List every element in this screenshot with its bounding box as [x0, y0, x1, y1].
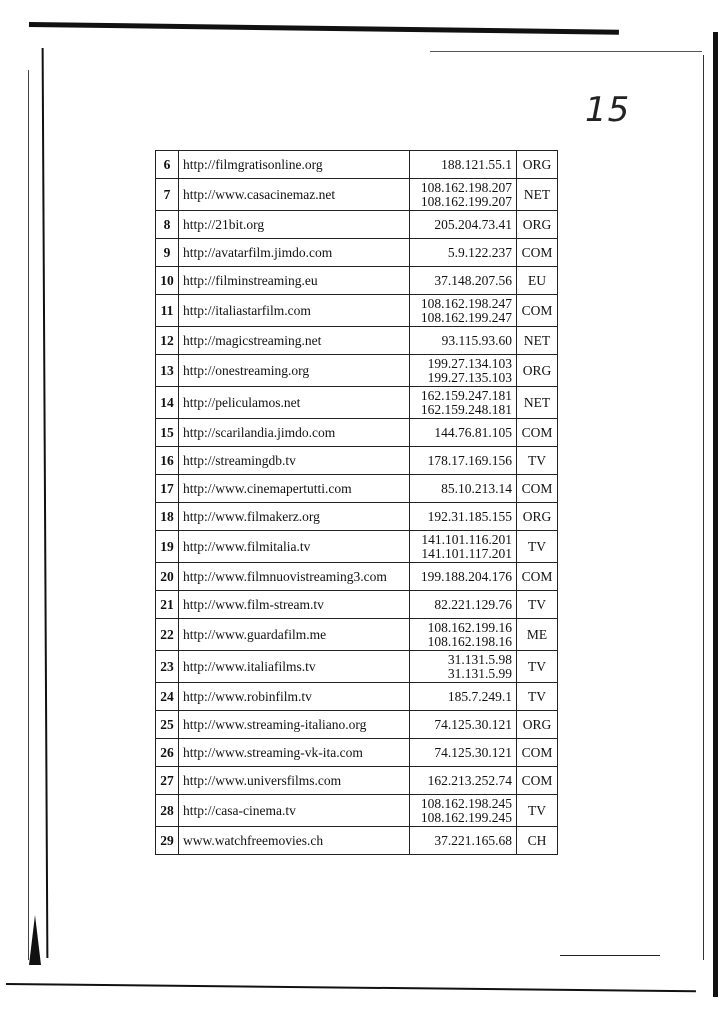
tld: TV	[517, 531, 558, 563]
ip-address: 108.162.199.245	[420, 809, 512, 825]
table-row	[156, 239, 558, 267]
ip-addresses	[410, 239, 517, 267]
tld: COM	[517, 295, 558, 327]
row-number: 12	[156, 327, 179, 355]
ip-address: 74.125.30.121	[434, 716, 512, 732]
scan-artifact-wedge	[29, 915, 41, 965]
page-border-bottom-inner	[560, 955, 660, 956]
tld: COM	[517, 563, 558, 591]
ip-address: 37.221.165.68	[434, 832, 512, 848]
ip-address: 31.131.5.98	[447, 651, 512, 667]
ip-address: 178.17.169.156	[427, 452, 512, 468]
site-url: http://www.streaming-vk-ita.com	[179, 739, 410, 767]
table-row	[156, 295, 558, 327]
ip-address: 108.162.198.16	[427, 633, 512, 649]
site-url: http://21bit.org	[179, 211, 410, 239]
ip-addresses	[410, 591, 517, 619]
ip-address: 144.76.81.105	[434, 424, 512, 440]
ip-addresses	[410, 387, 517, 419]
tld: COM	[517, 419, 558, 447]
tld: COM	[517, 239, 558, 267]
page-border-left-outer	[28, 70, 29, 960]
page-border-bottom	[6, 983, 696, 992]
tld: ORG	[517, 211, 558, 239]
ip-address: 199.27.134.103	[427, 355, 512, 371]
ip-address: 5.9.122.237	[447, 244, 512, 260]
row-number: 14	[156, 387, 179, 419]
site-url: http://filminstreaming.eu	[179, 267, 410, 295]
row-number: 9	[156, 239, 179, 267]
sites-table-body	[156, 151, 558, 855]
ip-addresses	[410, 447, 517, 475]
ip-addresses	[410, 503, 517, 531]
row-number: 27	[156, 767, 179, 795]
site-url: www.watchfreemovies.ch	[179, 827, 410, 855]
ip-address: 74.125.30.121	[434, 744, 512, 760]
row-number: 22	[156, 619, 179, 651]
table-row	[156, 419, 558, 447]
site-url: http://onestreaming.org	[179, 355, 410, 387]
tld: ORG	[517, 355, 558, 387]
ip-address: 108.162.199.16	[427, 619, 512, 635]
ip-addresses	[410, 151, 517, 179]
tld: ME	[517, 619, 558, 651]
row-number: 24	[156, 683, 179, 711]
table-row	[156, 563, 558, 591]
row-number: 23	[156, 651, 179, 683]
ip-addresses	[410, 827, 517, 855]
table-row	[156, 151, 558, 179]
row-number: 15	[156, 419, 179, 447]
site-url: http://www.streaming-italiano.org	[179, 711, 410, 739]
tld: TV	[517, 795, 558, 827]
table-row	[156, 211, 558, 239]
row-number: 11	[156, 295, 179, 327]
table-row	[156, 267, 558, 295]
tld: NET	[517, 327, 558, 355]
ip-address: 192.31.185.155	[427, 508, 512, 524]
row-number: 17	[156, 475, 179, 503]
tld: CH	[517, 827, 558, 855]
site-url: http://www.filmakerz.org	[179, 503, 410, 531]
row-number: 10	[156, 267, 179, 295]
row-number: 18	[156, 503, 179, 531]
ip-address: 85.10.213.14	[441, 480, 512, 496]
row-number: 13	[156, 355, 179, 387]
ip-address: 108.162.198.247	[420, 295, 512, 311]
site-url: http://filmgratisonline.org	[179, 151, 410, 179]
ip-addresses	[410, 711, 517, 739]
table-row	[156, 619, 558, 651]
page-border-top	[29, 22, 619, 35]
site-url: http://casa-cinema.tv	[179, 795, 410, 827]
site-url: http://www.casacinemaz.net	[179, 179, 410, 211]
site-url: http://scarilandia.jimdo.com	[179, 419, 410, 447]
table-row	[156, 387, 558, 419]
sites-table	[155, 150, 558, 855]
page-border-left	[42, 48, 49, 958]
ip-addresses	[410, 267, 517, 295]
ip-addresses	[410, 651, 517, 683]
ip-addresses	[410, 683, 517, 711]
site-url: http://www.film-stream.tv	[179, 591, 410, 619]
row-number: 25	[156, 711, 179, 739]
tld: COM	[517, 739, 558, 767]
table-row	[156, 503, 558, 531]
table-row	[156, 767, 558, 795]
ip-address: 108.162.199.247	[420, 309, 512, 325]
site-url: http://avatarfilm.jimdo.com	[179, 239, 410, 267]
ip-address: 108.162.199.207	[420, 193, 512, 209]
tld: COM	[517, 767, 558, 795]
tld: NET	[517, 387, 558, 419]
table-row	[156, 447, 558, 475]
table-row	[156, 179, 558, 211]
tld: TV	[517, 591, 558, 619]
tld: NET	[517, 179, 558, 211]
tld: COM	[517, 475, 558, 503]
table-row	[156, 591, 558, 619]
ip-addresses	[410, 211, 517, 239]
ip-addresses	[410, 355, 517, 387]
site-url: http://www.filmitalia.tv	[179, 531, 410, 563]
page-border-right-inner	[703, 55, 704, 960]
ip-addresses	[410, 419, 517, 447]
table-row	[156, 651, 558, 683]
site-url: http://www.italiafilms.tv	[179, 651, 410, 683]
ip-address: 162.159.247.181	[420, 387, 512, 403]
ip-address: 37.148.207.56	[434, 272, 512, 288]
site-url: http://streamingdb.tv	[179, 447, 410, 475]
ip-address: 31.131.5.99	[447, 665, 512, 681]
tld: TV	[517, 651, 558, 683]
site-url: http://www.cinemapertutti.com	[179, 475, 410, 503]
ip-address: 82.221.129.76	[434, 596, 512, 612]
ip-address: 205.204.73.41	[434, 216, 512, 232]
table-row	[156, 531, 558, 563]
ip-addresses	[410, 327, 517, 355]
tld: ORG	[517, 503, 558, 531]
ip-address: 141.101.117.201	[421, 545, 512, 561]
table-row	[156, 739, 558, 767]
ip-addresses	[410, 795, 517, 827]
table-row	[156, 475, 558, 503]
table-row	[156, 711, 558, 739]
ip-address: 141.101.116.201	[421, 531, 512, 547]
ip-addresses	[410, 767, 517, 795]
page-border-top-inner	[430, 51, 702, 52]
ip-addresses	[410, 563, 517, 591]
table-row	[156, 355, 558, 387]
row-number: 20	[156, 563, 179, 591]
ip-addresses	[410, 295, 517, 327]
ip-address: 188.121.55.1	[441, 156, 512, 172]
ip-addresses	[410, 531, 517, 563]
page-border-right	[713, 32, 718, 997]
row-number: 19	[156, 531, 179, 563]
site-url: http://peliculamos.net	[179, 387, 410, 419]
ip-address: 108.162.198.245	[420, 795, 512, 811]
site-url: http://italiastarfilm.com	[179, 295, 410, 327]
ip-address: 162.213.252.74	[427, 772, 512, 788]
ip-addresses	[410, 179, 517, 211]
row-number: 28	[156, 795, 179, 827]
site-url: http://magicstreaming.net	[179, 327, 410, 355]
ip-address: 162.159.248.181	[420, 401, 512, 417]
tld: TV	[517, 683, 558, 711]
site-url: http://www.robinfilm.tv	[179, 683, 410, 711]
ip-addresses	[410, 619, 517, 651]
table-row	[156, 327, 558, 355]
row-number: 29	[156, 827, 179, 855]
site-url: http://www.filmnuovistreaming3.com	[179, 563, 410, 591]
tld: ORG	[517, 151, 558, 179]
site-url: http://www.universfilms.com	[179, 767, 410, 795]
table-row	[156, 827, 558, 855]
ip-address: 108.162.198.207	[420, 179, 512, 195]
tld: TV	[517, 447, 558, 475]
tld: ORG	[517, 711, 558, 739]
row-number: 6	[156, 151, 179, 179]
site-url: http://www.guardafilm.me	[179, 619, 410, 651]
ip-address: 93.115.93.60	[441, 332, 512, 348]
row-number: 26	[156, 739, 179, 767]
row-number: 16	[156, 447, 179, 475]
ip-address: 199.27.135.103	[427, 369, 512, 385]
ip-address: 199.188.204.176	[420, 568, 512, 584]
row-number: 7	[156, 179, 179, 211]
ip-addresses	[410, 739, 517, 767]
tld: EU	[517, 267, 558, 295]
ip-addresses	[410, 475, 517, 503]
ip-address: 185.7.249.1	[447, 688, 512, 704]
row-number: 8	[156, 211, 179, 239]
handwritten-page-number: 15	[585, 90, 631, 130]
table-row	[156, 683, 558, 711]
row-number: 21	[156, 591, 179, 619]
table-row	[156, 795, 558, 827]
